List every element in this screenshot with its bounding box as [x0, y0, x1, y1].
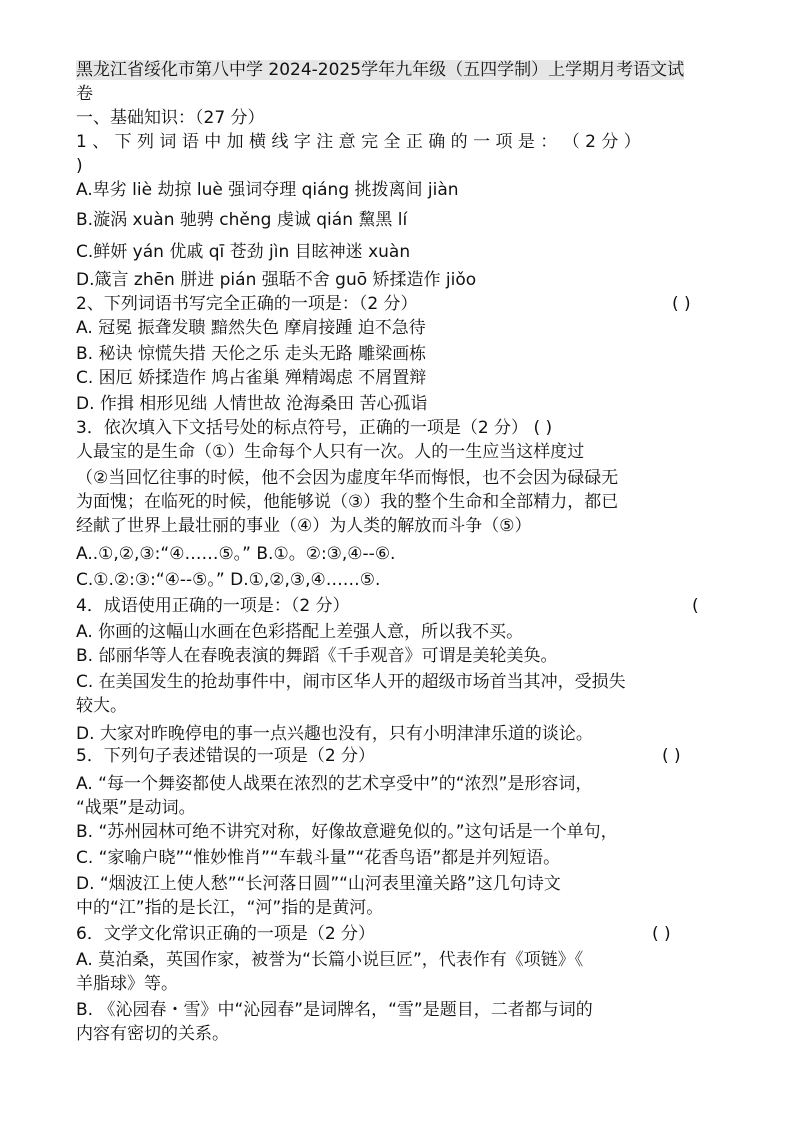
q6-option-a-line1: A. 莫泊桑，英国作家，被誉为“长篇小说巨匠”，代表作有《项链》《	[76, 950, 584, 970]
q2-option-a: A. 冠冕 振聋发聩 黯然失色 摩肩接踵 迫不急待	[76, 318, 426, 338]
exam-title-line1: 黑龙江省绥化市第八中学 2024-2025学年九年级（五四学制）上学期月考语文试	[76, 60, 685, 80]
q5-stem: 5．下列句子表述错误的一项是（2 分）	[76, 746, 376, 766]
q6-option-a-line2: 羊脂球》等。	[76, 974, 178, 994]
q1-option-d: D.箴言 zhēn 胼进 pián 强聒不舍 guō 矫揉造作 jiǒo	[76, 270, 477, 290]
q5-option-a-line1: A. “每一个舞姿都使人战栗在浓烈的艺术享受中”的“浓烈”是形容词，	[76, 774, 593, 794]
q4-option-d: D. 大家对昨晚停电的事一点兴趣也没有，只有小明津津乐道的谈论。	[76, 724, 593, 744]
q5-option-d-line2: 中的“江”指的是长江，“河”指的是黄河。	[76, 898, 384, 918]
q6-option-b-line2: 内容有密切的关系。	[76, 1024, 229, 1044]
q3-passage-line1: 人最宝的是生命（①）生命每个人只有一次。人的一生应当这样度过	[76, 442, 585, 462]
q2-option-c: C. 困厄 娇揉造作 鸠占雀巢 殚精竭虑 不屑置辩	[76, 368, 427, 388]
q3-stem: 3．依次填入下文括号处的标点符号，正确的一项是（2 分） ( )	[76, 418, 553, 438]
q5-answer-bracket: ( )	[662, 746, 681, 766]
q3-options-ab: A..①,②,③:“④……⑤。” B.①。②:③,④--⑥.	[76, 544, 396, 564]
q2-stem: 2、下列词语书写完全正确的一项是：（2 分）	[76, 294, 418, 314]
q1-option-a: A.卑劣 liè 劫掠 luè 强词夺理 qiáng 挑拨离间 jiàn	[76, 180, 459, 200]
q4-option-a: A. 你画的这幅山水画在色彩搭配上差强人意，所以我不买。	[76, 622, 524, 642]
q6-option-b-line1: B. 《沁园春・雪》中“沁园春”是词牌名，“雪”是题目，二者都与词的	[76, 1000, 593, 1020]
q2-answer-bracket: ( )	[672, 294, 691, 314]
q5-option-c: C. “家喻户晓”“惟妙惟肖”“车载斗量”“花香鸟语”都是并列短语。	[76, 848, 561, 868]
q6-answer-bracket: ( )	[652, 924, 671, 944]
exam-title-line2: 卷	[76, 84, 93, 104]
q6-stem: 6．文学文化常识正确的一项是（2 分）	[76, 924, 376, 944]
q4-answer-bracket: (	[692, 596, 699, 616]
q4-option-c-line2: 较大。	[76, 696, 127, 716]
q4-option-b: B. 邰丽华等人在春晚表演的舞蹈《千手观音》可谓是美轮美奂。	[76, 646, 558, 666]
q1-option-b: B.漩涡 xuàn 驰骋 chěng 虔诚 qián 黧黑 lí	[76, 210, 408, 230]
q5-option-d-line1: D. “烟波江上使人愁”“长河落日圆”“山河表里潼关路”这几句诗文	[76, 874, 561, 894]
q3-options-cd: C.①.②:③:“④--⑤。” D.①,②,③,④……⑤.	[76, 570, 381, 590]
q1-stem-tail: )	[76, 156, 83, 176]
section-heading: 一、基础知识：（27 分）	[76, 108, 265, 128]
q3-passage-line2: （②当回忆往事的时候，他不会因为虚度年华而悔恨，也不会因为碌碌无	[76, 468, 619, 488]
q4-stem: 4．成语使用正确的一项是：（2 分）	[76, 596, 350, 616]
q2-option-b: B. 秘诀 惊慌失措 天伦之乐 走头无路 雕梁画栋	[76, 344, 427, 364]
q5-option-a-line2: “战栗”是动词。	[76, 798, 196, 818]
q5-option-b: B. “苏州园林可绝不讲究对称，好像故意避免似的。”这句话是一个单句，	[76, 822, 618, 842]
q3-passage-line4: 经献了世界上最壮丽的事业（④）为人类的解放而斗争（⑤）	[76, 516, 532, 536]
q3-passage-line3: 为面愧；在临死的时候，他能够说（③）我的整个生命和全部精力，都已	[76, 492, 619, 512]
q2-option-d: D. 作揖 相形见绌 人情世故 沧海桑田 苦心孤诣	[76, 394, 428, 414]
q4-option-c-line1: C. 在美国发生的抢劫事件中，闹市区华人开的超级市场首当其冲，受损失	[76, 672, 626, 692]
q1-stem: 1 、 下 列 词 语 中 加 横 线 字 注 意 完 全 正 确 的 一 项 是 ： （ 2 分 ）	[76, 132, 641, 152]
q1-option-c: C.鲜妍 yán 优戚 qī 苍劲 jìn 目眩神迷 xuàn	[76, 242, 411, 262]
